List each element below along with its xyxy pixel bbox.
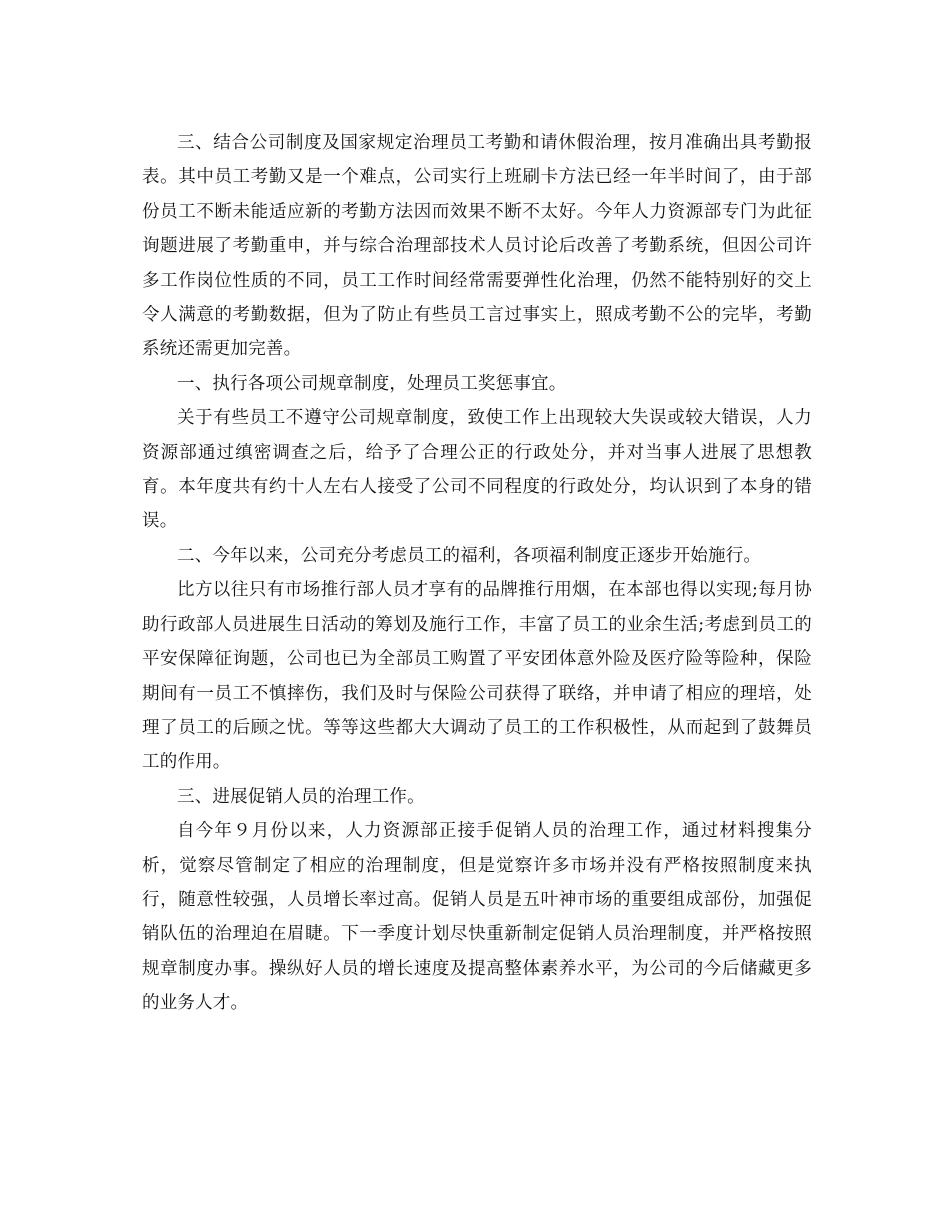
paragraph-attendance-management: 三、结合公司制度及国家规定治理员工考勤和请休假治理，按月准确出具考勤报表。其中员工考勤又是一个难点，公司实行上班刷卡方法已经一年半时间了，由于部份员工不断未能适应新的考勤方法因而效果不断不太好。今年人力资源部专门为此征询题进展了考勤重申，并与综合治理部技术人员讨论后改善了考勤系统，但因公司许多工作岗位性质的不同，员工工作时间经常需要弹性化治理，仍然不能特别好的交上令人满意的考勤数据，但为了防止有些员工言过事实上，照成考勤不公的完毕，考勤系统还需更加完善。: [142, 133, 812, 360]
paragraph-disciplinary-actions: 关于有些员工不遵守公司规章制度，致使工作上出现较大失误或较大错误，人力资源部通过缜密调查之后，给予了合理公正的行政处分，并对当事人进展了思想教育。本年度共有约十人左右人接受了公司不同程度的行政处分，均认识到了本身的错误。: [142, 408, 812, 532]
heading-employee-welfare: 二、今年以来，公司充分考虑员工的福利，各项福利制度正逐步开始施行。: [177, 545, 762, 566]
paragraph-welfare-details: 比方以往只有市场推行部人员才享有的品牌推行用烟，在本部也得以实现;每月协助行政部人员进展生日活动的筹划及施行工作，丰富了员工的业余生活;考虑到员工的平安保障征询题，公司也已为全部员工购置了平安团体意外险及医疗险等险种，保险期间有一员工不慎摔伤，我们及时与保险公司获得了联络，并申请了相应的理培，处理了员工的后顾之忧。等等这些都大大调动了员工的工作积极性，从而起到了鼓舞员工的作用。: [142, 580, 812, 773]
paragraph-promoter-management: 自今年９月份以来，人力资源部正接手促销人员的治理工作，通过材料搜集分析，觉察尽管制定了相应的治理制度，但是觉察许多市场并没有严格按照制度来执行，随意性较强，人员增长率过高。促销人员是五叶神市场的重要组成部份，加强促销队伍的治理迫在眉睫。下一季度计划尽快重新制定促销人员治理制度，并严格按照规章制度办事。操纵好人员的增长速度及提高整体素养水平，为公司的今后储藏更多的业务人才。: [142, 821, 812, 1014]
heading-promoter-management: 三、进展促销人员的治理工作。: [177, 786, 425, 807]
heading-rules-and-discipline: 一、执行各项公司规章制度，处理员工奖惩事宜。: [177, 373, 567, 394]
document-body: [142, 126, 812, 1021]
